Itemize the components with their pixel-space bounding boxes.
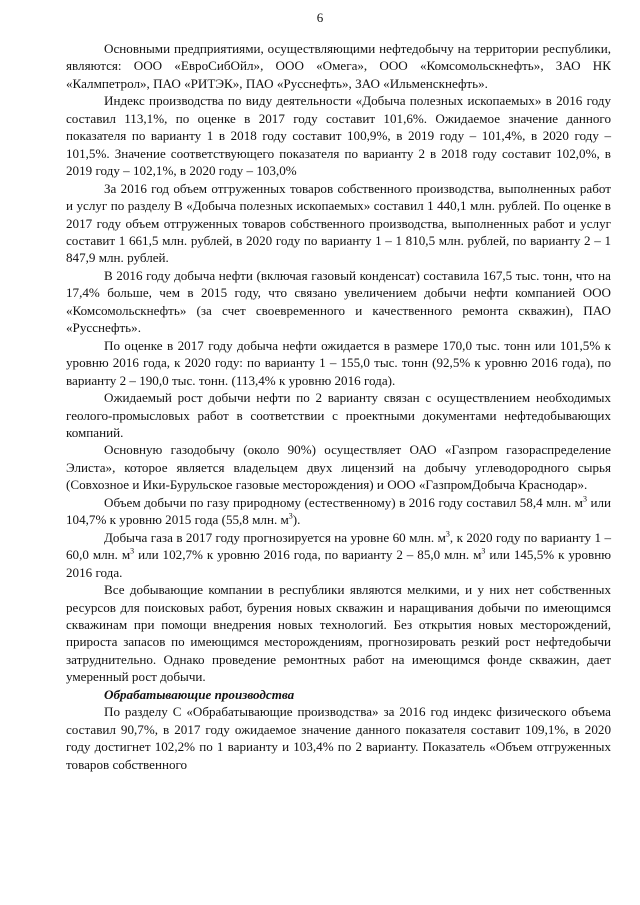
- text-run: ).: [292, 512, 301, 528]
- text-run: Добыча газа в 2017 году прогнозируется на уровне 60 млн. м: [104, 529, 446, 545]
- paragraph-oil-growth-variant-2: Ожидаемый рост добычи нефти по 2 варианту связан с осуществлением необходимых геолого-промысловых работ в соответствии с проектными документами нефтедобывающих компаний.: [66, 390, 611, 440]
- superscript: 3: [130, 546, 135, 556]
- paragraph-mining-index: Индекс производства по виду деятельности «Добыча полезных ископаемых» в 2016 году составил 113,1%, по оценке в 2017 году составит 101,6%. Ожидаемое значение данного показателя по варианту 1 в 2018 году составит 100,9%, в 2019 году – 101,4%, в 2020 году – 101,5%. Значение соответствующего показателя по варианту 2 в 2018 году составит 102,0%, в 2019 году – 102,1%, в 2020 году – 103,0%: [66, 93, 611, 179]
- page-number: 6: [316, 10, 324, 25]
- section-heading-manufacturing: Обрабатывающие производства: [104, 686, 295, 702]
- superscript: 3: [445, 529, 450, 539]
- paragraph-gas-forecast: [66, 529, 611, 581]
- paragraph-gas-volume-2016: [66, 494, 611, 529]
- superscript: 3: [582, 494, 587, 504]
- text-run: Объем добычи по газу природному (естественному) в 2016 году составил 58,4 млн. м: [104, 494, 583, 510]
- paragraph-oil-companies: Основными предприятиями, осуществляющими нефтедобычу на территории республики, являются: ООО «ЕвроСибОйл», ООО «Омега», ООО «Комсомольскнефть», ЗАО НК «Калмпетрол», ПАО «РИТЭК», ПАО «Русснефть», ЗАО «Ильменскнефть».: [66, 41, 611, 91]
- paragraph-oil-forecast: По оценке в 2017 году добыча нефти ожидается в размере 170,0 тыс. тонн или 101,5% к уровню 2016 года, к 2020 году: по варианту 1 – 155,0 тыс. тонн (92,5% к уровню 2016 года), по варианту 2 – 190,0 тыс. тонн. (113,4% к уровню 2016 года).: [66, 337, 611, 388]
- paragraph-shipped-goods-volume: За 2016 год объем отгруженных товаров собственного производства, выполненных работ и услуг по разделу В «Добыча полезных ископаемых» составил 1 440,1 млн. рублей. По оценке в 2017 году объем отгруженных товаров собственного производства, выполненных работ и услуг составит 1 661,5 млн. рублей, в 2020 году по варианту 1 – 1 810,5 млн. рублей, по варианту 2 – 1 847,9 млн. рублей.: [66, 180, 611, 266]
- superscript: 3: [481, 546, 486, 556]
- text-run: или 145,5% к уровню 2016 года.: [66, 547, 611, 580]
- superscript: 3: [288, 511, 293, 521]
- paragraph-gas-production-companies: Основную газодобычу (около 90%) осуществляет ОАО «Газпром газораспределение Элиста», которое является владельцем двух лицензий на добычу углеводородного сырья (Совхозное и Ики-Бурульское газовые месторождения) и ООО «ГазпромДобыча Краснодар».: [66, 442, 611, 493]
- paragraph-small-companies: Все добывающие компании в республики являются мелкими, и у них нет собственных ресурсов для поисковых работ, бурения новых скважин и наращивания добычи по имеющимся скважинам при помощи внедрения новых технологий. Без открытия новых месторождений, прироста запасов по имеющимся месторождениям, прогнозировать резкий рост нефтедобычи затруднительно. Однако проведение ремонтных работ на имеющимся фонде скважин, дает умеренный рост добычи.: [66, 582, 611, 685]
- paragraph-manufacturing-index: По разделу С «Обрабатывающие производства» за 2016 год индекс физического объема составил 90,7%, в 2017 году ожидаемое значение данного показателя составит 109,1%, в 2020 году достигнет 102,2% по 1 варианту и 103,4% по 2 варианту. Показатель «Объем отгруженных товаров собственного: [66, 704, 611, 772]
- text-run: , к 2020 году по варианту 1 – 60,0 млн. м: [66, 529, 611, 563]
- text-run: или 104,7% к уровню 2015 года (55,8 млн. м: [66, 494, 612, 528]
- paragraph-oil-production-2016: В 2016 году добыча нефти (включая газовый конденсат) составила 167,5 тыс. тонн, что на 17,4% больше, чем в 2015 году, что связано увеличением добычи нефти компанией ООО «Комсомольскнефть» (за счет своевременного и качественного ремонта скважин), ПАО «Русснефть».: [66, 267, 611, 336]
- text-run: или 102,7% к уровню 2016 года, по варианту 2 – 85,0 млн. м: [134, 547, 482, 563]
- document-body: [66, 40, 611, 773]
